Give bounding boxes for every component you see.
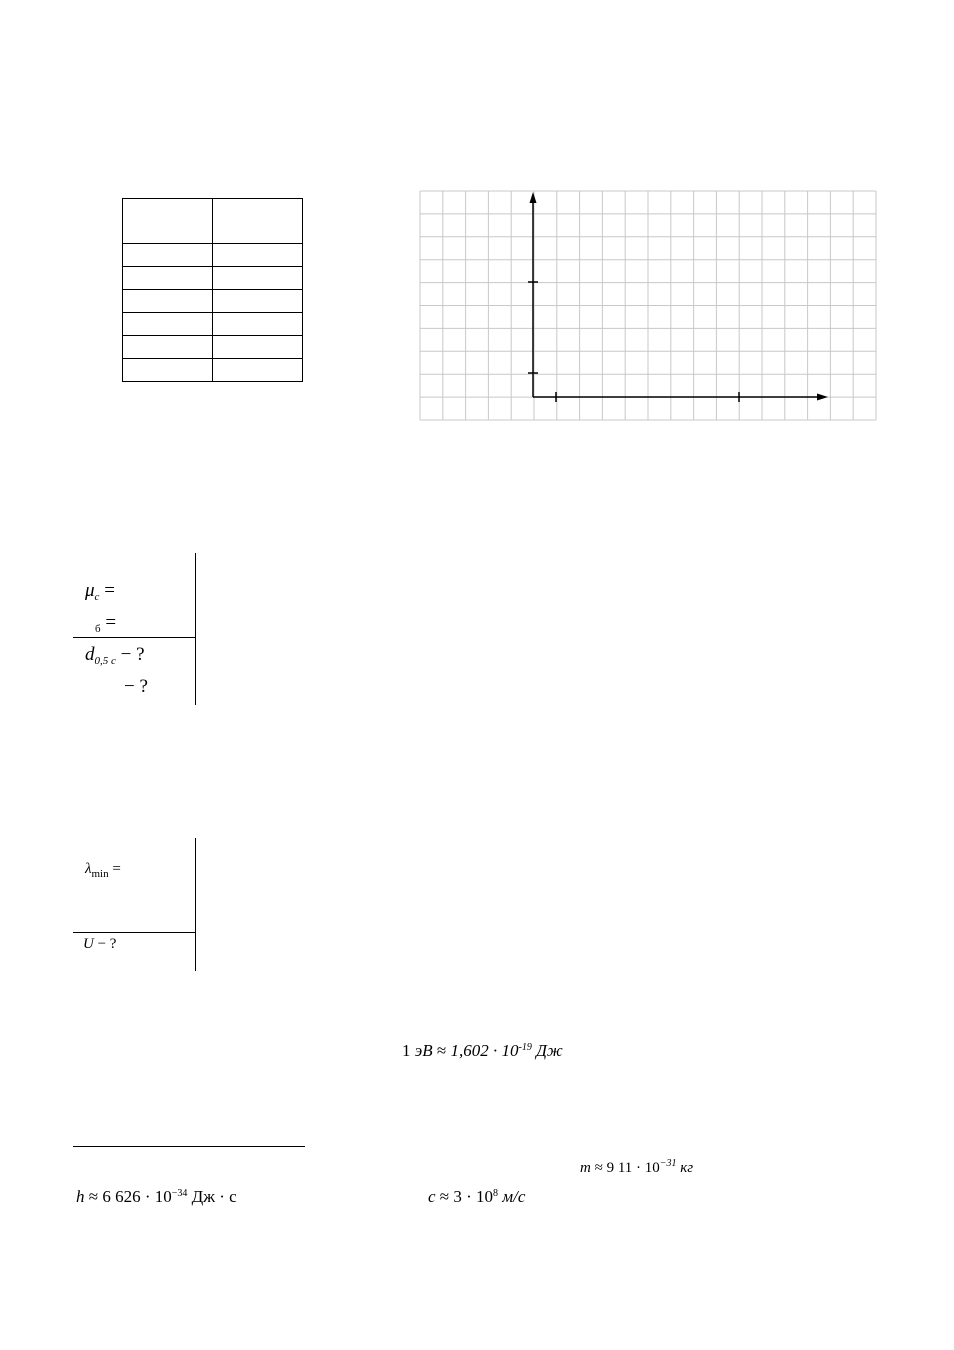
h-exponent: −34 [171,1188,188,1199]
grid-lines [420,191,876,420]
ev-conversion [402,1041,563,1061]
mu-subscript: c [94,591,100,603]
mass-unit: кг [676,1160,694,1176]
table-cell [123,290,213,313]
u-question: − ? [93,936,117,952]
table-cell [213,244,303,267]
footnote-separator [73,1146,305,1147]
empty-data-table [122,198,303,382]
mass-value: ≈ 9 11 · 10 [590,1160,660,1176]
second-equals: = [100,612,117,633]
h-symbol: h [76,1187,85,1206]
h-unit: Дж · с [187,1187,237,1206]
table-cell [213,199,303,244]
table-cell [123,359,213,382]
mu-symbol: μ [85,580,95,601]
table-cell [123,336,213,359]
electron-mass [580,1158,693,1177]
table-cell [213,359,303,382]
find-d [85,644,145,667]
find-u [83,936,116,953]
y-axis-arrow [530,192,537,203]
second-question: − ? [124,676,148,697]
c-symbol: c [428,1187,436,1206]
lambda-subscript: min [91,868,109,880]
table-cell [213,290,303,313]
u-symbol: U [83,936,94,952]
x-axis-arrow [817,394,828,401]
ev-approx: ≈ [432,1041,451,1060]
ev-joule-unit: Дж [531,1041,563,1060]
find-second [124,676,148,698]
lambda-equals: = [108,861,121,877]
table-cell [123,199,213,244]
table-cell [123,267,213,290]
c-value: ≈ 3 · 10 [435,1187,494,1206]
table-cell [213,267,303,290]
given-second [95,612,116,635]
table-cell [123,244,213,267]
given-separator-vertical-2 [195,838,196,971]
table-cell [213,336,303,359]
mass-symbol: m [580,1160,591,1176]
planck-constant [76,1187,237,1207]
d-question: − ? [115,644,145,665]
ev-value: 1,602 · 10 [450,1041,519,1060]
mu-equals: = [99,580,115,601]
mass-exponent: −31 [659,1158,677,1169]
second-subscript: б [95,623,101,635]
ev-exponent: -19 [518,1042,532,1053]
given-separator-horizontal-2 [73,932,196,933]
d-symbol: d [85,644,95,665]
table-cell [213,313,303,336]
ev-prefix: 1 [402,1041,415,1060]
speed-of-light [428,1187,525,1207]
c-exponent: 8 [493,1188,499,1199]
given-mu [85,580,115,603]
given-separator-horizontal [73,637,196,638]
c-unit: м/с [498,1187,526,1206]
given-lambda-min [85,861,121,880]
d-subscript: 0,5 c [94,655,116,667]
given-separator-vertical [195,553,196,705]
h-value: ≈ 6 626 · 10 [84,1187,172,1206]
ev-unit: эВ [414,1041,433,1060]
graph-paper [419,190,877,421]
table-cell [123,313,213,336]
lambda-symbol: λ [85,861,92,877]
